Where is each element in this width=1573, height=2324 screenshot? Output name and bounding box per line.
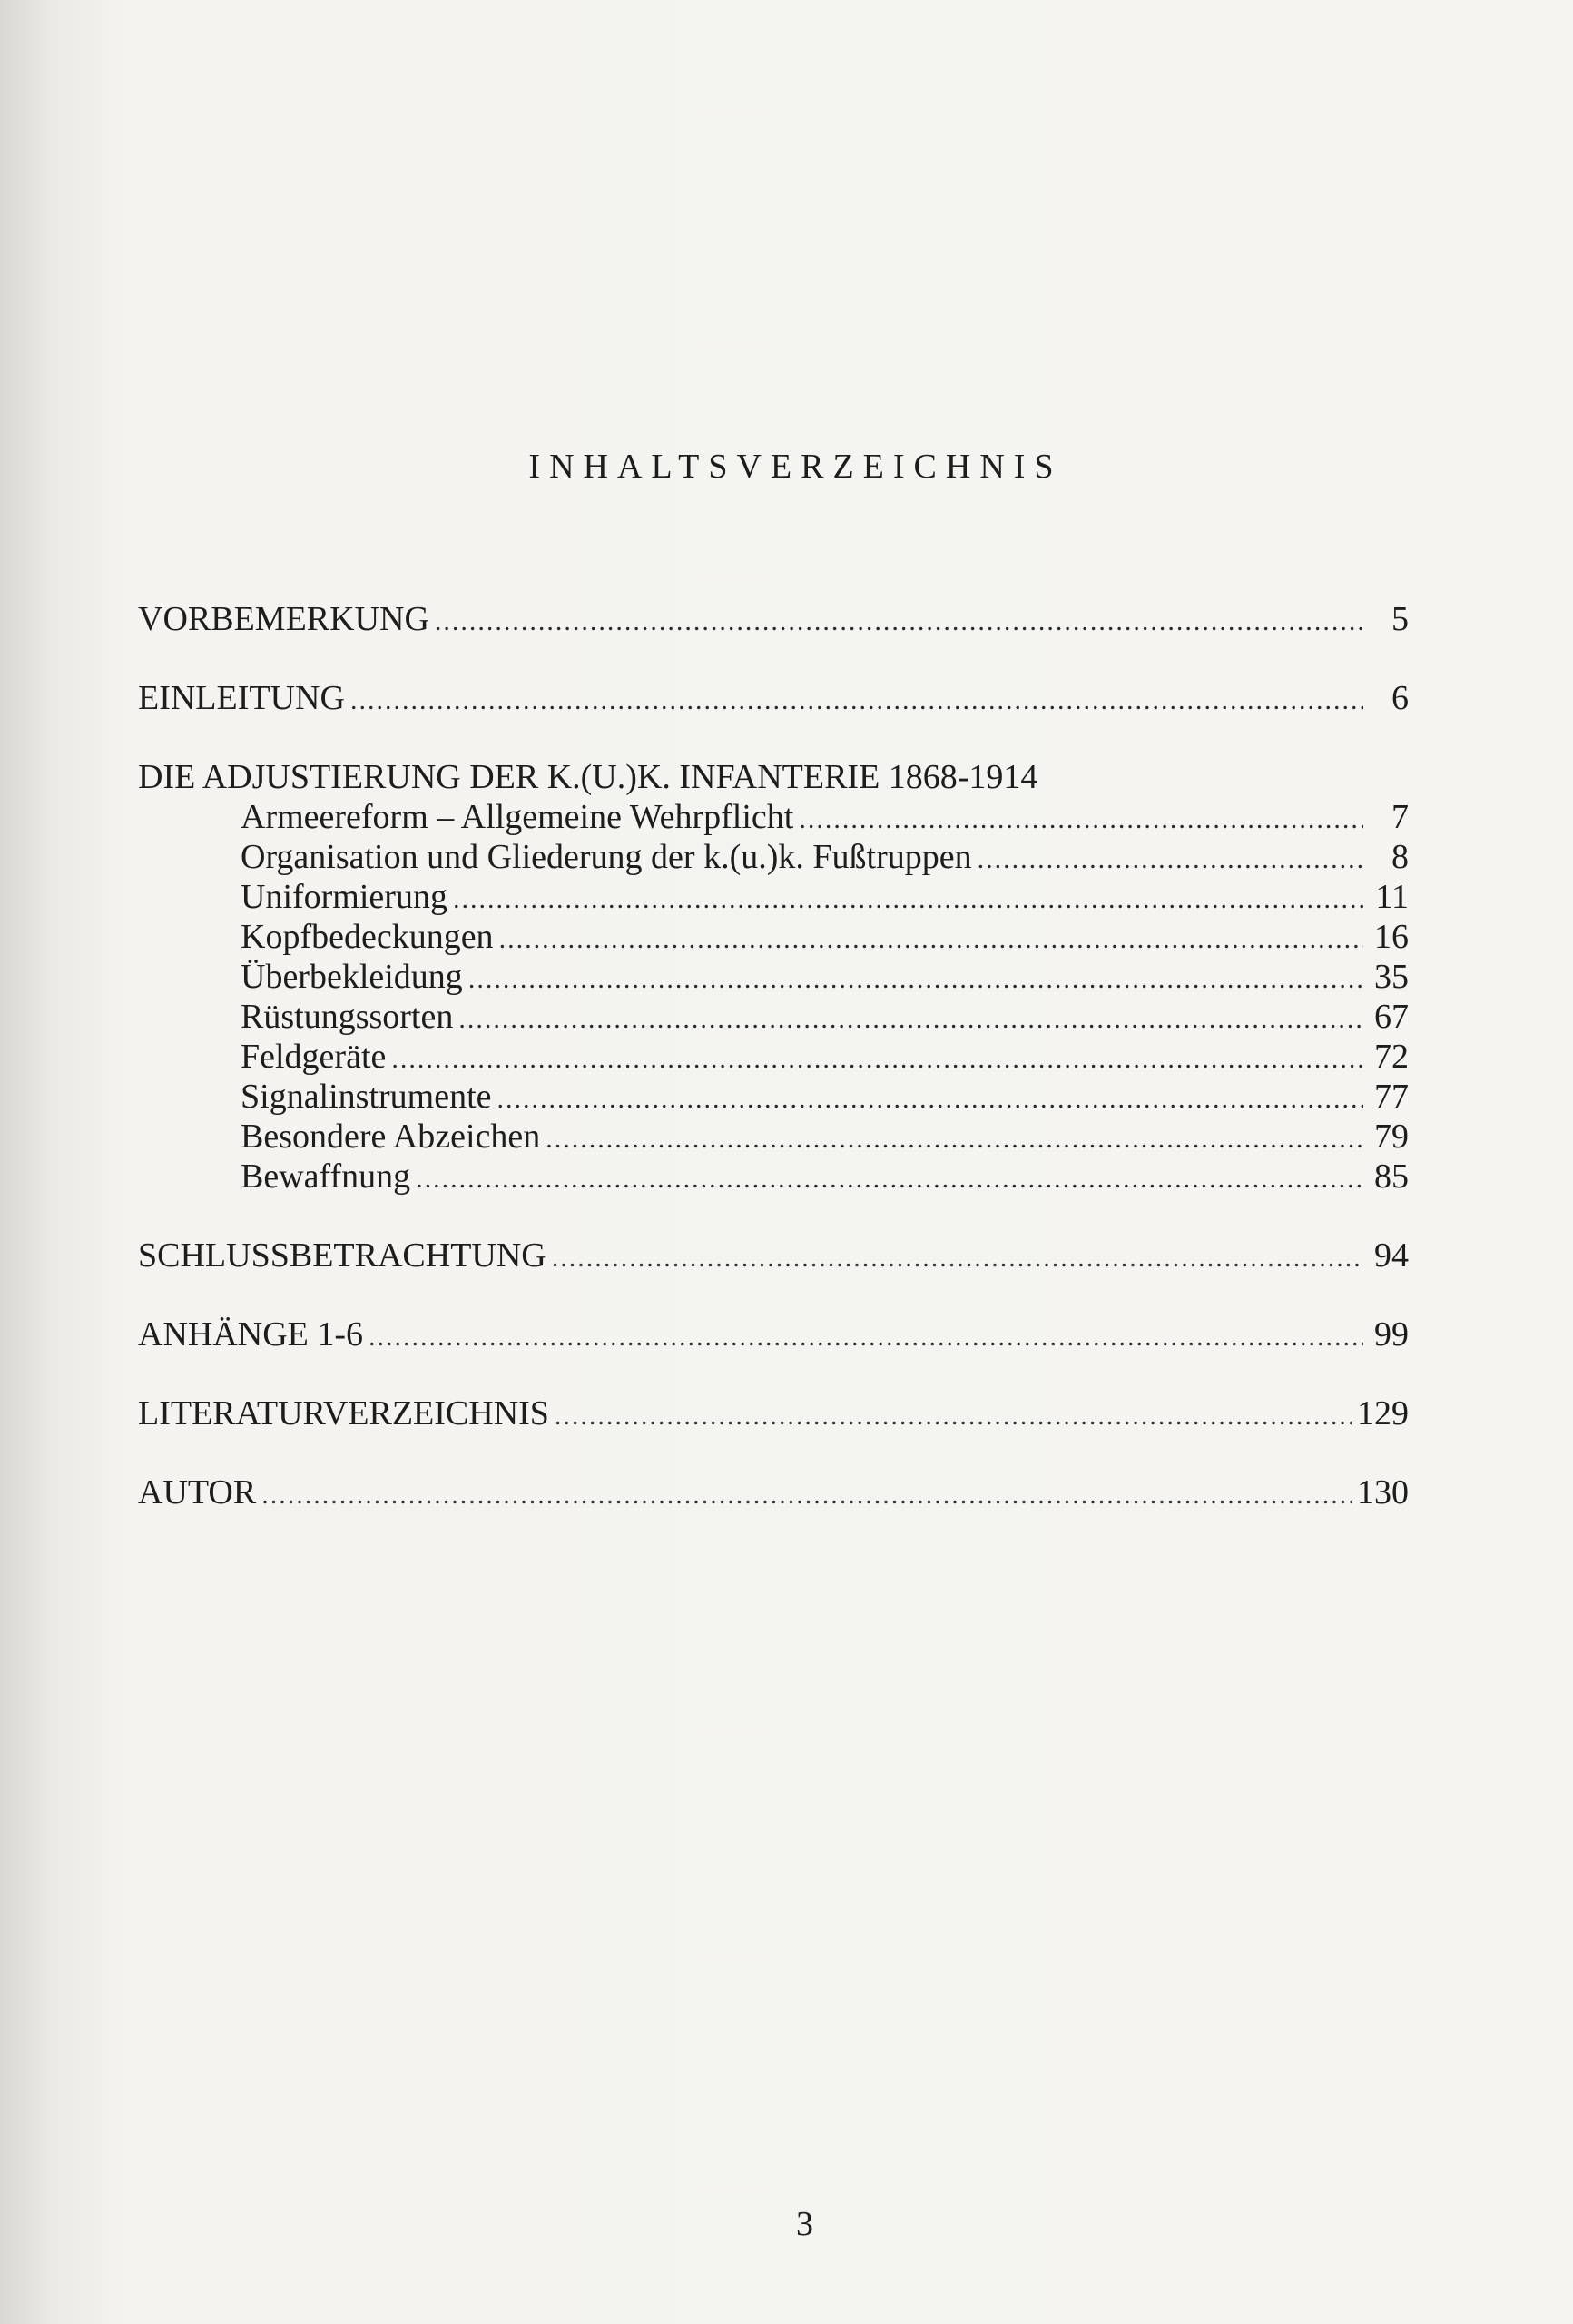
toc-page-number: 8 xyxy=(1391,838,1409,876)
leader-dots xyxy=(391,1044,1363,1075)
leader-dots xyxy=(261,1480,1352,1511)
leader-dots xyxy=(552,1243,1363,1274)
toc-page-number: 130 xyxy=(1357,1473,1409,1512)
toc-entry-anhaenge xyxy=(138,1315,1409,1354)
toc-sub-entry xyxy=(138,957,1409,997)
toc-sub-entry xyxy=(138,1157,1409,1196)
toc-page-number: 129 xyxy=(1357,1394,1409,1433)
toc-sub-entry xyxy=(138,1117,1409,1157)
leader-dots xyxy=(497,1084,1363,1115)
leader-dots xyxy=(453,884,1363,915)
toc-entry-autor xyxy=(138,1472,1409,1512)
toc-sub-entry xyxy=(138,877,1409,917)
toc-page-number: 67 xyxy=(1374,998,1409,1036)
toc-label: Bewaffnung xyxy=(241,1157,411,1196)
toc-sub-entry xyxy=(138,1037,1409,1077)
toc-sub-entry xyxy=(138,1077,1409,1117)
table-of-contents xyxy=(138,599,1409,1512)
toc-page-number: 85 xyxy=(1374,1157,1409,1196)
toc-page-number: 16 xyxy=(1374,918,1409,956)
page-title: INHALTSVERZEICHNIS xyxy=(528,448,1063,486)
toc-page-number: 5 xyxy=(1391,600,1409,638)
toc-sub-entry xyxy=(138,837,1409,877)
toc-label: Überbekleidung xyxy=(241,958,463,996)
toc-label: Feldgeräte xyxy=(241,1038,387,1076)
page-number: 3 xyxy=(796,2205,813,2243)
toc-label: Armeereform – Allgemeine Wehrpflicht xyxy=(241,798,794,836)
toc-label: Kopfbedeckungen xyxy=(241,918,494,956)
leader-dots xyxy=(435,606,1363,637)
leader-dots xyxy=(499,924,1363,955)
toc-sub-entry xyxy=(138,997,1409,1037)
toc-label: SCHLUSSBETRACHTUNG xyxy=(138,1236,546,1275)
toc-sub-entry xyxy=(138,917,1409,957)
leader-dots xyxy=(978,844,1363,875)
toc-entry-literatur xyxy=(138,1393,1409,1433)
toc-section-heading: DIE ADJUSTIERUNG DER K.(U.)K. INFANTERIE 1868-1914 xyxy=(138,758,1038,796)
toc-entry-einleitung xyxy=(138,678,1409,718)
toc-label: Signalinstrumente xyxy=(241,1078,492,1116)
toc-label: Uniformierung xyxy=(241,878,447,916)
toc-label: LITERATURVERZEICHNIS xyxy=(138,1394,549,1433)
leader-dots xyxy=(416,1164,1363,1195)
toc-page-number: 7 xyxy=(1391,798,1409,836)
toc-page-number: 94 xyxy=(1374,1236,1409,1275)
toc-page-number: 77 xyxy=(1374,1078,1409,1116)
leader-dots xyxy=(468,964,1363,995)
toc-entry-schluss xyxy=(138,1236,1409,1275)
toc-page-number: 72 xyxy=(1374,1038,1409,1076)
toc-label: Rüstungssorten xyxy=(241,998,454,1036)
toc-page-number: 79 xyxy=(1374,1118,1409,1156)
leader-dots xyxy=(369,1322,1363,1353)
toc-page-number: 99 xyxy=(1374,1315,1409,1354)
leader-dots xyxy=(555,1401,1352,1432)
toc-label: EINLEITUNG xyxy=(138,679,345,717)
leader-dots xyxy=(546,1124,1363,1155)
toc-entry-vorbemerkung xyxy=(138,599,1409,639)
leader-dots xyxy=(458,1004,1363,1035)
toc-label: ANHÄNGE 1-6 xyxy=(138,1315,364,1354)
leader-dots xyxy=(350,685,1363,716)
toc-label: VORBEMERKUNG xyxy=(138,600,429,638)
toc-page-number: 35 xyxy=(1374,958,1409,996)
toc-label: Besondere Abzeichen xyxy=(241,1118,541,1156)
toc-page-number: 11 xyxy=(1375,878,1409,916)
toc-page-number: 6 xyxy=(1391,679,1409,717)
toc-sub-entry xyxy=(138,797,1409,837)
leader-dots xyxy=(799,804,1363,835)
toc-label: Organisation und Gliederung der k.(u.)k. Fußtruppen xyxy=(241,838,972,876)
toc-label: AUTOR xyxy=(138,1473,257,1512)
